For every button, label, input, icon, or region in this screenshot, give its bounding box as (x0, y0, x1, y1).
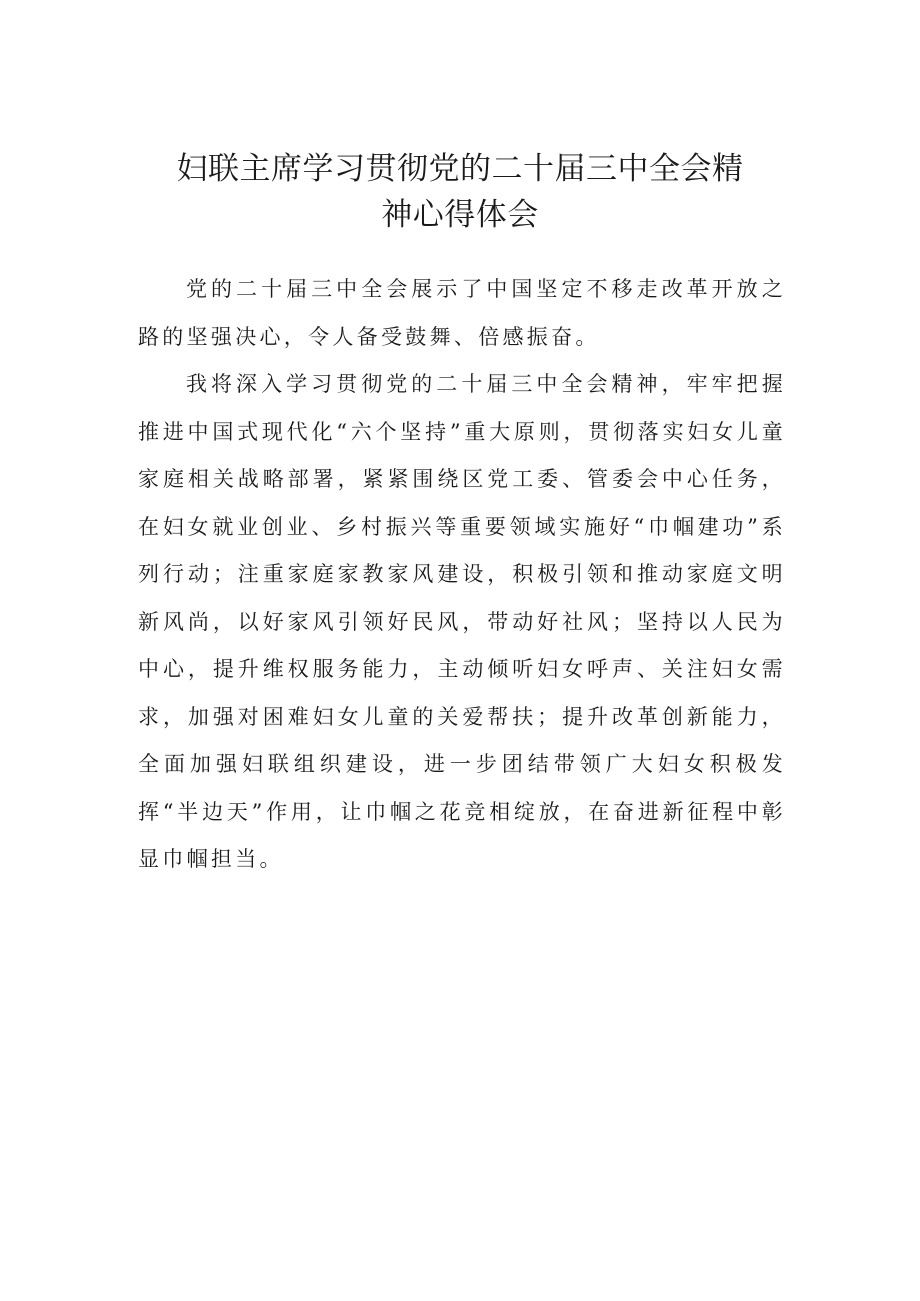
document-title-line-1: 妇联主席学习贯彻党的二十届三中全会精 (176, 151, 744, 187)
paragraph-2: 我将深入学习贯彻党的二十届三中全会精神，牢牢把握推进中国式现代化“六个坚持”重大原则，贯彻落实妇女儿童家庭相关战略部署，紧紧围绕区党工委、管委会中心任务，在妇女就业创业、乡村振兴等重要领域实施好“巾帼建功”系列行动；注重家庭家教家风建设，积极引领和推动家庭文明新风尚，以好家风引领好民风，带动好社风；坚持以人民为中心，提升维权服务能力，主动倾听妇女呼声、关注妇女需求，加强对困难妇女儿童的关爱帮扶；提升改革创新能力，全面加强妇联组织建设，进一步团结带领广大妇女积极发挥“半边天”作用，让巾帼之花竞相绽放，在奋进新征程中彰显巾帼担当。 (138, 372, 786, 871)
document-title-line-2: 神心得体会 (381, 197, 539, 233)
paragraph-1: 党的二十届三中全会展示了中国坚定不移走改革开放之路的坚强决心，令人备受鼓舞、倍感振奋。 (138, 277, 786, 349)
document-title (120, 146, 800, 238)
document-body (138, 266, 786, 884)
